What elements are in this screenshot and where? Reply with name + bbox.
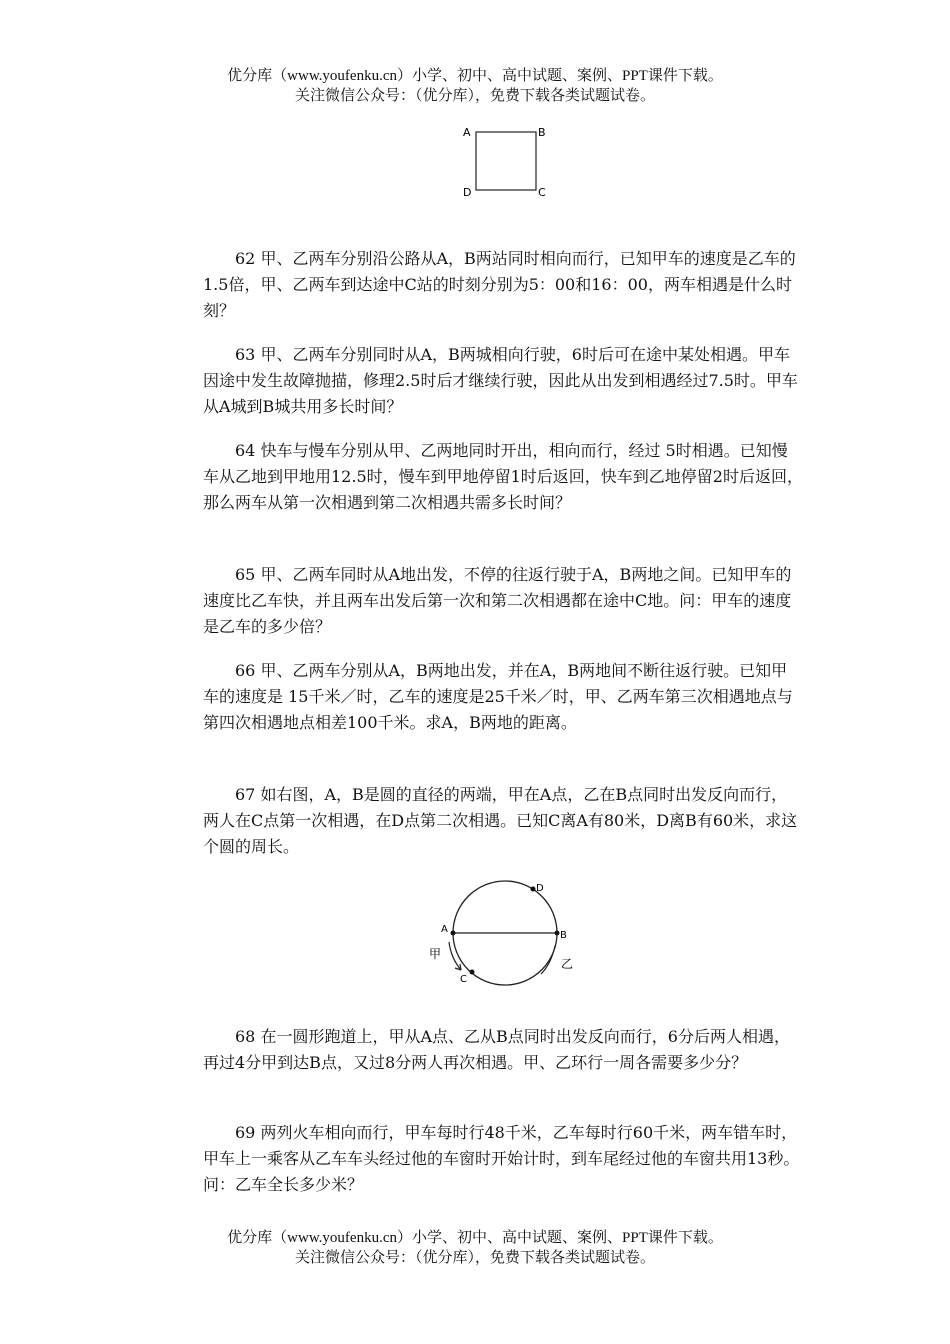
problem-63-text: 63 甲、乙两车分别同时从A，B两城相向行驶，6时后可在途中某处相遇。甲车因途中发生故障抛描，修理2.5时后才继续行驶，因此从出发到相遇经过7.5时。甲车从A城到B城共用多长时间？ [203,345,798,416]
problem-68-text: 68 在一圆形跑道上，甲从A点、乙从B点同时出发反向而行，6分后两人相遇，再过4分甲到达B点，又过8分两人再次相遇。甲、乙环行一周各需要多少分？ [203,1027,790,1072]
problem-62 [203,246,803,324]
page-footer [0,1228,950,1268]
problem-65-text: 65 甲、乙两车同时从A地出发，不停的往返行驶于A，B两地之间。已知甲车的速度比乙车快，并且两车出发后第一次和第二次相遇都在途中C地。问：甲车的速度是乙车的多少倍？ [203,565,792,636]
circle-label-a: A [441,924,448,935]
point-c [470,970,475,975]
page-header [0,66,950,106]
point-a [451,931,456,936]
problem-65 [203,562,803,640]
yi-arrow [541,946,555,974]
footer-line-2: 关注微信公众号：（优分库），免费下载各类试题试卷。 [294,1250,655,1266]
circle-label-c: C [460,974,467,985]
square-shape [476,132,536,190]
problem-64 [203,438,803,516]
problem-64-text: 64 快车与慢车分别从甲、乙两地同时开出，相向而行，经过 5时相遇。已知慢车从乙地到甲地用12.5时，慢车到甲地停留1时后返回，快车到乙地停留2时后返回，那么两车从第一次相遇到第二次相遇共需多长时间？ [203,441,803,512]
problem-69 [203,1120,803,1198]
circle-label-yi: 乙 [561,957,574,971]
square-label-a: A [463,126,471,139]
point-d [531,887,536,892]
circle-label-jia: 甲 [429,947,442,961]
problem-69-text: 69 两列火车相向而行，甲车每时行48千米，乙车每时行60千米，两车错车时，甲车上一乘客从乙车车头经过他的车窗时开始计时，到车尾经过他的车窗共用13秒。问：乙车全长多少米？ [203,1123,800,1194]
problem-66-text: 66 甲、乙两车分别从A，B两地出发，并在A，B两地间不断往返行驶。已知甲车的速度是 15千米／时，乙车的速度是25千米／时，甲、乙两车第三次相遇地点与第四次相遇地点相差100千米。求A，B两地的距离。 [203,661,793,732]
circle-label-b: B [560,930,567,941]
problem-62-text: 62 甲、乙两车分别沿公路从A，B两站同时相向而行，已知甲车的速度是乙车的1.5倍，甲、乙两车到达途中C站的时刻分别为5：00和16：00，两车相遇是什么时刻？ [203,249,796,320]
footer-line-1: 优分库（www.youfenku.cn）小学、初中、高中试题、案例、PPT课件下载。 [227,1230,723,1246]
square-figure [460,122,550,202]
square-label-d: D [463,186,472,199]
problem-67 [203,782,803,860]
circle-label-d: D [536,883,544,894]
square-label-c: C [538,186,546,199]
problem-66 [203,658,803,736]
problem-63 [203,342,803,420]
point-b [555,931,560,936]
header-line-1: 优分库（www.youfenku.cn）小学、初中、高中试题、案例、PPT课件下载。 [227,68,723,84]
problem-67-text: 67 如右图，A，B是圆的直径的两端，甲在A点，乙在B点同时出发反向而行，两人在C点第一次相遇，在D点第二次相遇。已知C离A有80米，D离B有60米，求这个圆的周长。 [203,785,798,856]
header-line-2: 关注微信公众号：（优分库），免费下载各类试题试卷。 [294,88,655,104]
problem-68 [203,1024,803,1076]
circle-figure [425,870,585,994]
square-label-b: B [538,126,546,139]
